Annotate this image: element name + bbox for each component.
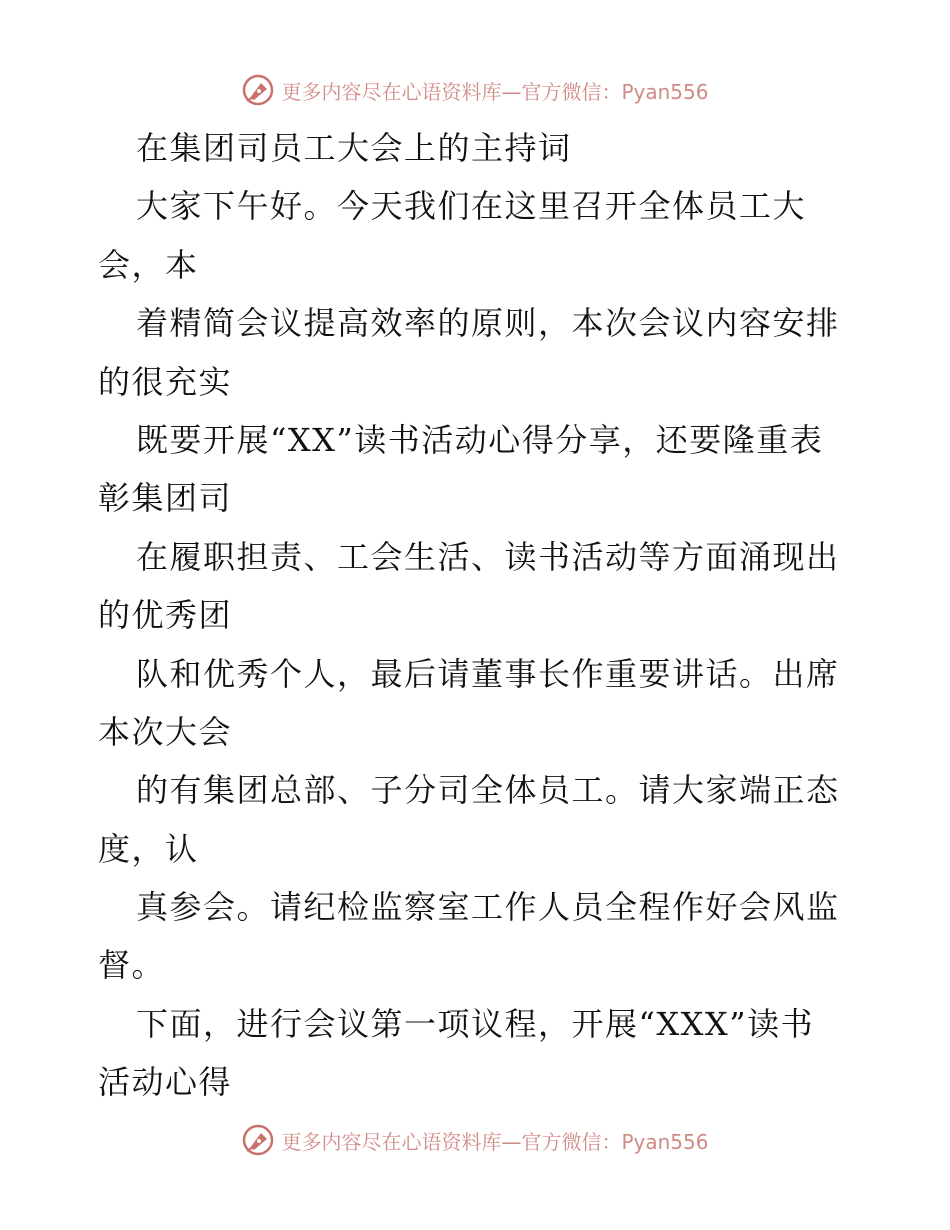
document-title: 在集团司员工大会上的主持词 — [136, 129, 572, 167]
paragraph-line: 会，本 — [98, 245, 199, 284]
paragraph-line: 在履职担责、工会生活、读书活动等方面涌现出 — [136, 537, 840, 576]
watermark-text: 更多内容尽在心语资料库—官方微信：Pyan556 — [281, 79, 709, 104]
paragraph-line: 大家下午好。今天我们在这里召开全体员工大 — [136, 187, 807, 226]
paragraph-line: 下面，进行会议第一项议程，开展“XXX”读书 — [136, 1004, 815, 1043]
paragraph-line: 既要开展“XX”读书活动心得分享，还要隆重表 — [136, 420, 824, 459]
paragraph-line: 度，认 — [98, 829, 199, 868]
paragraph-line: 本次大会 — [98, 712, 233, 751]
paragraph-line: 活动心得 — [98, 1063, 233, 1102]
footer-watermark-banner — [0, 1120, 950, 1160]
document-body — [98, 119, 858, 1112]
watermark-text: 更多内容尽在心语资料库—官方微信：Pyan556 — [281, 1129, 709, 1154]
header-watermark-banner — [0, 70, 950, 110]
paragraph-line: 着精简会议提高效率的原则，本次会议内容安排 — [136, 304, 840, 343]
pen-nib-logo-icon — [241, 1123, 275, 1157]
paragraph-line: 的很充实 — [98, 362, 233, 401]
paragraph-line: 真参会。请纪检监察室工作人员全程作好会风监 — [136, 888, 840, 927]
paragraph-line: 督。 — [98, 946, 166, 985]
paragraph-line: 彰集团司 — [98, 479, 233, 518]
paragraph-line: 队和优秀个人，最后请董事长作重要讲话。出席 — [136, 654, 840, 693]
paragraph-line: 的有集团总部、子分司全体员工。请大家端正态 — [136, 771, 840, 810]
paragraph-line: 的优秀团 — [98, 596, 233, 635]
pen-nib-logo-icon — [241, 73, 275, 107]
